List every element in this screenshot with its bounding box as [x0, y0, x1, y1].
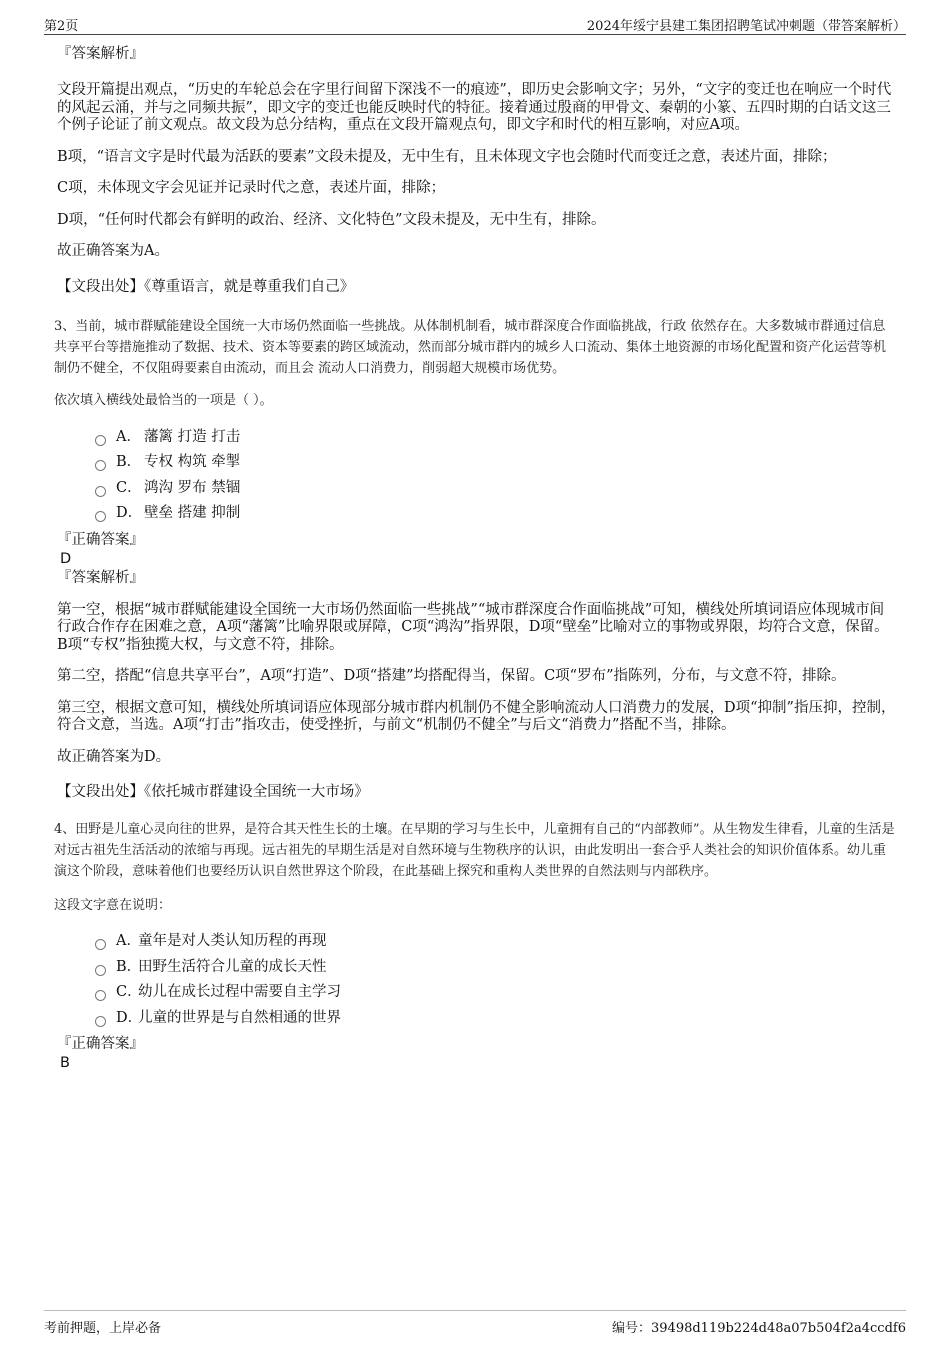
q4-option-a[interactable]: A． 童年是对人类认知历程的再现	[95, 929, 897, 955]
q4-option-b[interactable]: B． 田野生活符合儿童的成长天性	[95, 955, 897, 981]
q3-conclusion: 故正确答案为D。	[57, 748, 171, 765]
q3-analysis-paragraph: 第一空，根据“城市群赋能建设全国统一大市场仍然面临一些挑战”“城市群深度合作面临挑战”可知，横线处所填词语应体现城市间行政合作存在困难之意，A项“藩篱”比喻界限或屏障，C项“鸿沟”指界限，D项“壁垒”比喻对立的事物或界限，均符合文意，保留。B项“专权”指独揽大权，与文意不符，排除。	[57, 601, 889, 653]
q3-option-a[interactable]: A． 藩篱 打造 打击	[95, 425, 897, 451]
q4-answer: B	[60, 1055, 70, 1071]
document-code: 编号：39498d119b224d48a07b504f2a4ccdf6	[612, 1321, 906, 1336]
q3-option-c[interactable]: C． 鸿沟 罗布 禁锢	[95, 476, 897, 502]
q3-answer-label: 『正确答案』	[57, 531, 144, 548]
radio-icon[interactable]	[95, 435, 106, 446]
q3-option-d[interactable]: D． 壁垒 搭建 抑制	[95, 501, 897, 527]
radio-icon[interactable]	[95, 965, 106, 976]
radio-icon[interactable]	[95, 939, 106, 950]
q2-conclusion: 故正确答案为A。	[57, 243, 169, 259]
q3-question: 依次填入横线处最恰当的一项是（ ）。	[54, 392, 273, 408]
q2-analysis-paragraph: D项，“任何时代都会有鲜明的政治、经济、文化特色”文段未提及，无中生有，排除。	[57, 211, 606, 228]
q4-options	[95, 929, 897, 1031]
q3-source: 【文段出处】《依托城市群建设全国统一大市场》	[57, 784, 369, 800]
q3-analysis-paragraph: 第二空，搭配“信息共享平台”，A项“打造”、D项“搭建”均搭配得当，保留。C项“罗布”指陈列，分布，与文意不符，排除。	[57, 668, 846, 684]
q3-options	[95, 425, 897, 527]
q4-option-d[interactable]: D． 儿童的世界是与自然相通的世界	[95, 1006, 897, 1032]
q2-analysis-paragraph: 文段开篇提出观点，“历史的车轮总会在字里行间留下深浅不一的痕迹”，即历史会影响文字；另外，“文字的变迁也在响应一个时代的风起云涌，并与之同频共振”，即文字的变迁也能反映时代的特征。接着通过殷商的甲骨文、秦朝的小篆、五四时期的白话文这三个例子论证了前文观点。故文段为总分结构，重点在文段开篇观点句，即文字和时代的相互影响，对应A项。	[57, 82, 892, 133]
radio-icon[interactable]	[95, 460, 106, 471]
q2-analysis-paragraph: B项，“语言文字是时代最为活跃的要素”文段未提及，无中生有，且未体现文字也会随时代而变迁之意，表述片面，排除；	[57, 148, 837, 165]
q2-analysis-paragraph: C项，未体现文字会见证并记录时代之意，表述片面，排除；	[57, 180, 446, 196]
radio-icon[interactable]	[95, 1016, 106, 1027]
radio-icon[interactable]	[95, 486, 106, 497]
q4-option-c[interactable]: C． 幼儿在成长过程中需要自主学习	[95, 980, 897, 1006]
q3-option-b[interactable]: B． 专权 构筑 牵掣	[95, 450, 897, 476]
q3-analysis-label: 『答案解析』	[57, 569, 144, 586]
q4-stem: 4、田野是儿童心灵向往的世界，是符合其天性生长的土壤。在早期的学习与生长中，儿童拥有自己的“内部教师”。从生物发生律看，儿童的生活是对远古祖先生活活动的浓缩与再现。远古祖先的早期生活是对自然环境与生物秩序的认识，由此发明出一套合乎人类社会的知识价值体系。幼儿重演这个阶段，意味着他们也要经历认识自然世界这个阶段，在此基础上探究和重构人类世界的自然法则与内部秩序。	[54, 822, 895, 879]
q2-analysis-label: 『答案解析』	[57, 46, 144, 62]
radio-icon[interactable]	[95, 990, 106, 1001]
footer-slogan: 考前押题，上岸必备	[44, 1321, 162, 1336]
q3-analysis-paragraph: 第三空，根据文意可知，横线处所填词语应体现部分城市群内机制仍不健全影响流动人口消费力的发展，D项“抑制”指压抑，控制，符合文意，当选。A项“打击”指攻击，使受挫折，与前文“机制仍不健全”与后文“消费力”搭配不当，排除。	[57, 699, 896, 733]
radio-icon[interactable]	[95, 511, 106, 522]
q3-answer: D	[60, 550, 72, 567]
q2-source: 【文段出处】《尊重语言，就是尊重我们自己》	[57, 278, 355, 295]
document-title: 2024年绥宁县建工集团招聘笔试冲刺题（带答案解析）	[586, 19, 906, 34]
q3-stem: 3、当前，城市群赋能建设全国统一大市场仍然面临一些挑战。从体制机制看，城市群深度合作面临挑战，行政 依然存在。大多数城市群通过信息共享平台等措施推动了数据、技术、资本等要素的跨区域流动，然而部分城市群内的城乡人口流动、集体土地资源的市场化配置和资产化运营等机制仍不健全，不仅阻碍要素自由流动，而且会 流动人口消费力，削弱超大规模市场优势。	[54, 318, 887, 376]
page-footer	[44, 1310, 906, 1335]
page-content	[54, 44, 897, 1072]
page-header	[44, 14, 906, 35]
q4-answer-label: 『正确答案』	[57, 1036, 144, 1052]
q4-question: 这段文字意在说明：	[54, 898, 172, 913]
page-number: 第2页	[44, 19, 79, 34]
